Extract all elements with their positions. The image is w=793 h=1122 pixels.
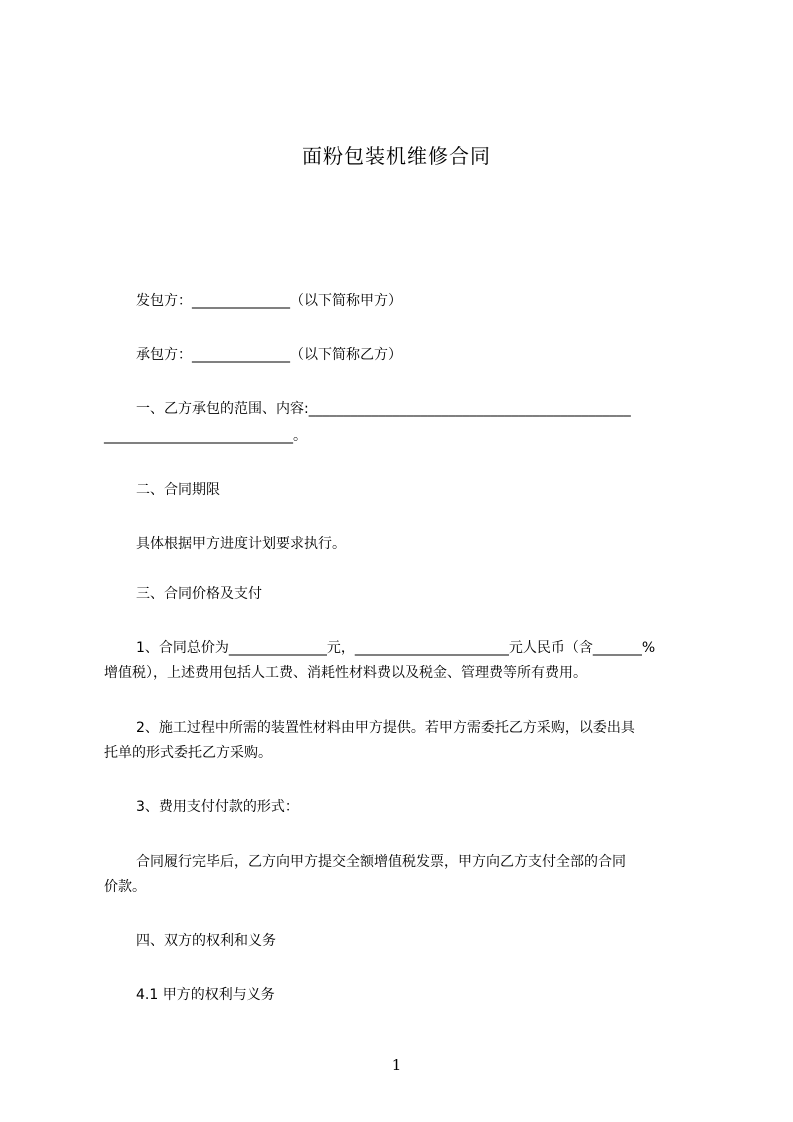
clause-3-3-line-2: 价款。: [104, 879, 146, 895]
clause-3-3-heading: 3、费用支付付款的形式：: [136, 799, 299, 815]
party-b-line: 承包方：______________（以下简称乙方）: [136, 347, 402, 363]
section-2-heading: 二、合同期限: [136, 482, 220, 498]
clause-3-2-line-2: 托单的形式委托乙方采购。: [104, 745, 272, 761]
clause-3-2-line-1: 2、施工过程中所需的装置性材料由甲方提供。若甲方需委托乙方采购，以委出具: [136, 720, 635, 736]
clause-3-1-line-2: 增值税），上述费用包括人工费、消耗性材料费以及税金、管理费等所有费用。: [104, 665, 587, 681]
section-1-heading: 一、乙方承包的范围、内容:______________________________________________: [136, 401, 631, 417]
page-number: 1: [391, 1056, 402, 1074]
section-1-continuation: ___________________________。: [104, 428, 307, 444]
clause-3-3-line-1: 合同履行完毕后，乙方向甲方提交全额增值税发票，甲方向乙方支付全部的合同: [136, 854, 626, 870]
clause-3-1-line-1: 1、合同总价为______________元，______________________元人民币（含_______%: [136, 640, 656, 656]
party-a-line: 发包方：______________（以下简称甲方）: [136, 293, 402, 309]
document-title: 面粉包装机维修合同: [302, 144, 491, 168]
section-2-body: 具体根据甲方进度计划要求执行。: [136, 536, 346, 552]
section-3-heading: 三、合同价格及支付: [136, 586, 262, 602]
clause-4-1-heading: 4.1 甲方的权利与义务: [136, 987, 275, 1003]
section-4-heading: 四、双方的权利和义务: [136, 933, 276, 949]
